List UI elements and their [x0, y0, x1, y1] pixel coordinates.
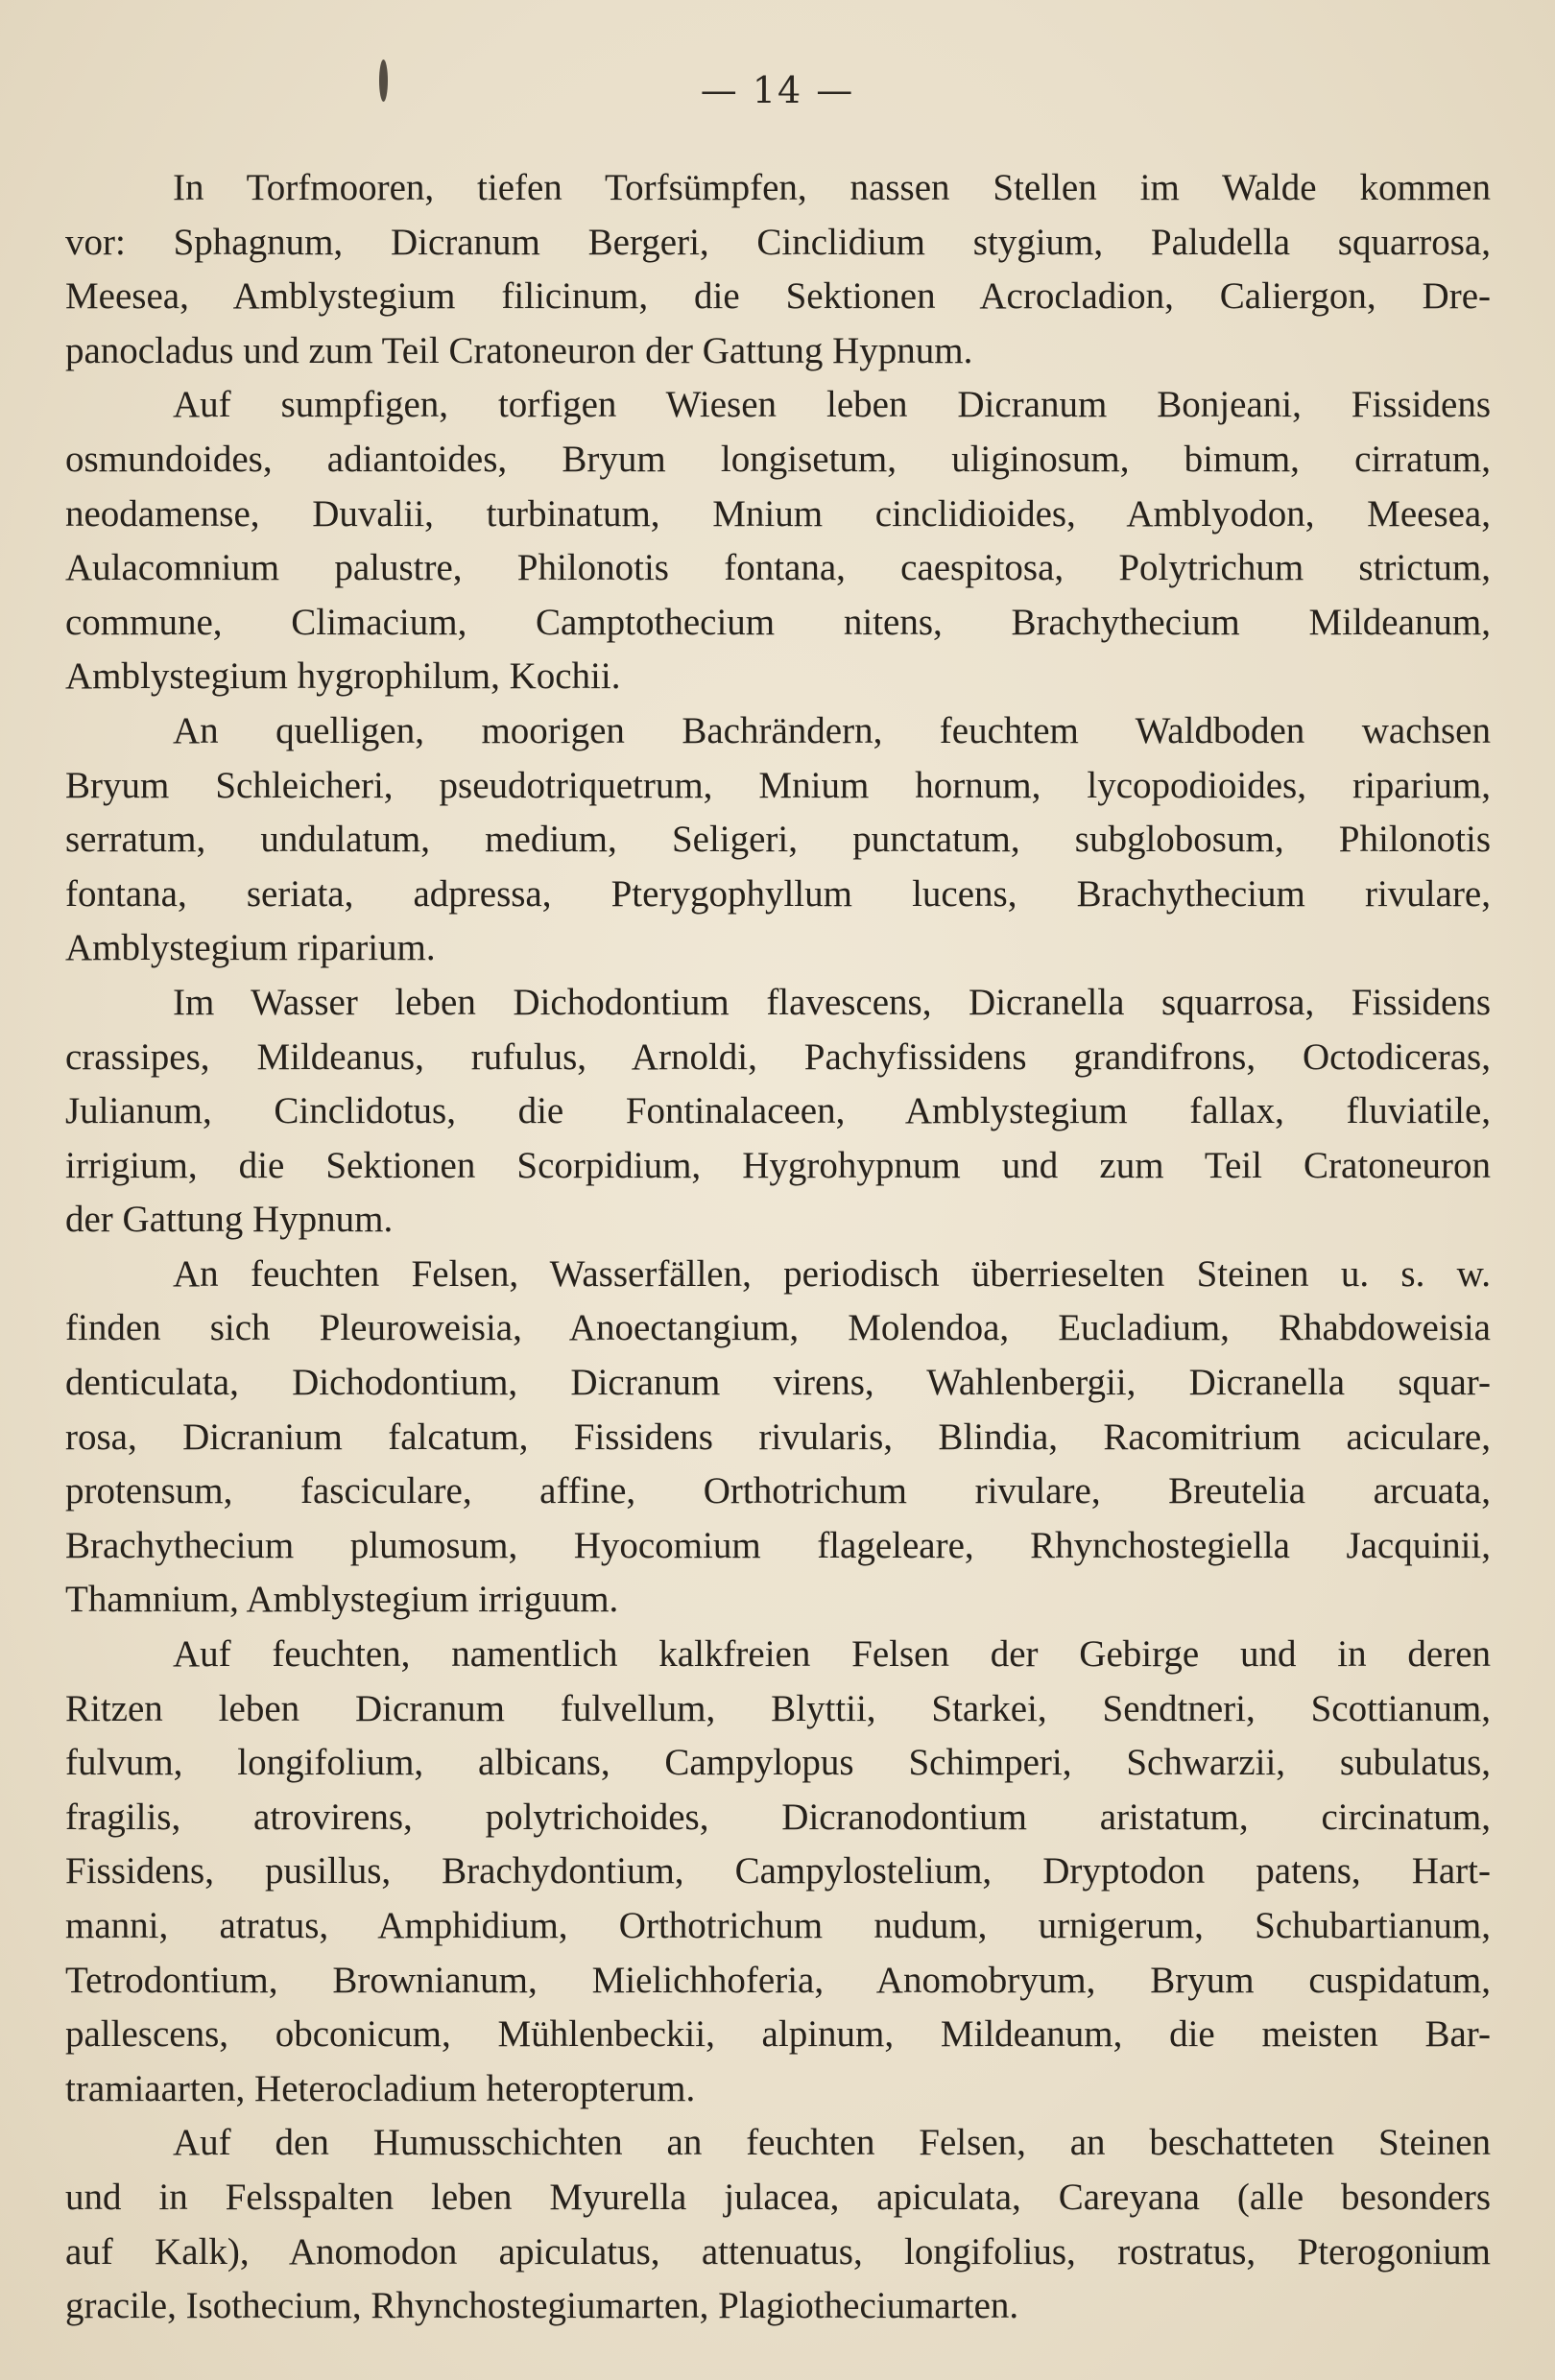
- paragraph: [65, 2116, 1491, 2333]
- text-line: Auf den Humusschichten an feuchten Felsen, an beschatteten Steinen: [173, 2122, 1491, 2164]
- text-line: Ritzen leben Dicranum fulvellum, Blyttii, Starkei, Sendtneri, Scottianum,: [65, 1687, 1491, 1729]
- text-line: Meesea, Amblystegium filicinum, die Sektionen Acrocladion, Caliergon, Dre-: [65, 275, 1491, 318]
- text-line: serratum, undulatum, medium, Seligeri, punctatum, subglobosum, Philonotis: [65, 819, 1491, 861]
- text-line: Julianum, Cinclidotus, die Fontinalaceen, Amblystegium fallax, fluviatile,: [65, 1090, 1491, 1132]
- text-line: manni, atratus, Amphidium, Orthotrichum nudum, urnigerum, Schubartianum,: [65, 1905, 1491, 1946]
- text-line: tramiaarten, Heterocladium heteropterum.: [65, 2067, 696, 2109]
- text-line: auf Kalk), Anomodon apiculatus, attenuatus, longifolius, rostratus, Pterogonium: [65, 2230, 1491, 2273]
- text-line: neodamense, Duvalii, turbinatum, Mnium cinclidioides, Amblyodon, Meesea,: [65, 492, 1491, 535]
- text-line: Amblystegium riparium.: [65, 927, 436, 969]
- text-line: panocladus und zum Teil Cratoneuron der Gattung Hypnum.: [65, 329, 973, 371]
- body-text: [65, 161, 1491, 2334]
- text-line: Aulacomnium palustre, Philonotis fontana, caespitosa, Polytrichum strictum,: [65, 547, 1491, 589]
- paragraph: [65, 704, 1491, 976]
- paragraph: [65, 378, 1491, 704]
- paragraph: [65, 976, 1491, 1248]
- text-line: An feuchten Felsen, Wasserfällen, periodisch überrieselten Steinen u. s. w.: [173, 1252, 1491, 1295]
- text-line: fragilis, atrovirens, polytrichoides, Dicranodontium aristatum, circinatum,: [65, 1796, 1491, 1838]
- text-line: Bryum Schleicheri, pseudotriquetrum, Mnium hornum, lycopodioides, riparium,: [65, 764, 1491, 806]
- text-line: commune, Climacium, Camptothecium nitens, Brachythecium Mildeanum,: [65, 601, 1491, 643]
- text-line: und in Felsspalten leben Myurella julacea, apiculata, Careyana (alle besonders: [65, 2176, 1491, 2218]
- paragraph: [65, 161, 1491, 378]
- text-line: pallescens, obconicum, Mühlenbeckii, alpinum, Mildeanum, die meisten Bar-: [65, 2013, 1491, 2056]
- text-line: Fissidens, pusillus, Brachydontium, Campylostelium, Dryptodon patens, Hart-: [65, 1850, 1491, 1892]
- text-line: vor: Sphagnum, Dicranum Bergeri, Cinclidium stygium, Paludella squarrosa,: [65, 221, 1491, 263]
- text-line: fulvum, longifolium, albicans, Campylopus Schimperi, Schwarzii, subulatus,: [65, 1742, 1491, 1784]
- text-line: der Gattung Hypnum.: [65, 1199, 394, 1241]
- text-line: protensum, fasciculare, affine, Orthotrichum rivulare, Breutelia arcuata,: [65, 1470, 1491, 1512]
- text-line: crassipes, Mildeanus, rufulus, Arnoldi, Pachyfissidens grandifrons, Octodiceras,: [65, 1035, 1491, 1078]
- text-line: Thamnium, Amblystegium irriguum.: [65, 1579, 619, 1621]
- text-line: Amblystegium hygrophilum, Kochii.: [65, 655, 621, 698]
- paragraph: [65, 1628, 1491, 2116]
- text-line: Brachythecium plumosum, Hyocomium flageleare, Rhynchostegiella Jacquinii,: [65, 1524, 1491, 1566]
- text-line: Auf feuchten, namentlich kalkfreien Felsen der Gebirge und in deren: [173, 1633, 1491, 1676]
- text-line: osmundoides, adiantoides, Bryum longisetum, uliginosum, bimum, cirratum,: [65, 438, 1491, 480]
- text-line: An quelligen, moorigen Bachrändern, feuchtem Waldboden wachsen: [173, 709, 1491, 751]
- text-line: finden sich Pleuroweisia, Anoectangium, Molendoa, Eucladium, Rhabdoweisia: [65, 1307, 1491, 1349]
- text-line: In Torfmooren, tiefen Torfsümpfen, nassen Stellen im Walde kommen: [173, 167, 1491, 208]
- text-line: fontana, seriata, adpressa, Pterygophyllum lucens, Brachythecium rivulare,: [65, 872, 1491, 915]
- text-line: Auf sumpfigen, torfigen Wiesen leben Dicranum Bonjeani, Fissidens: [173, 384, 1491, 426]
- text-line: Im Wasser leben Dichodontium flavescens, Dicranella squarrosa, Fissidens: [173, 981, 1491, 1023]
- text-line: Tetrodontium, Brownianum, Mielichhoferia, Anomobryum, Bryum cuspidatum,: [65, 1959, 1491, 2001]
- text-line: gracile, Isothecium, Rhynchostegiumarten, Plagiotheciumarten.: [65, 2285, 1019, 2327]
- text-line: denticulata, Dichodontium, Dicranum virens, Wahlenbergii, Dicranella squar-: [65, 1362, 1491, 1404]
- paragraph: [65, 1248, 1491, 1628]
- text-line: irrigium, die Sektionen Scorpidium, Hygrohypnum und zum Teil Cratoneuron: [65, 1144, 1491, 1186]
- page-number: — 14 —: [700, 69, 855, 111]
- text-line: rosa, Dicranium falcatum, Fissidens rivularis, Blindia, Racomitrium aciculare,: [65, 1416, 1491, 1458]
